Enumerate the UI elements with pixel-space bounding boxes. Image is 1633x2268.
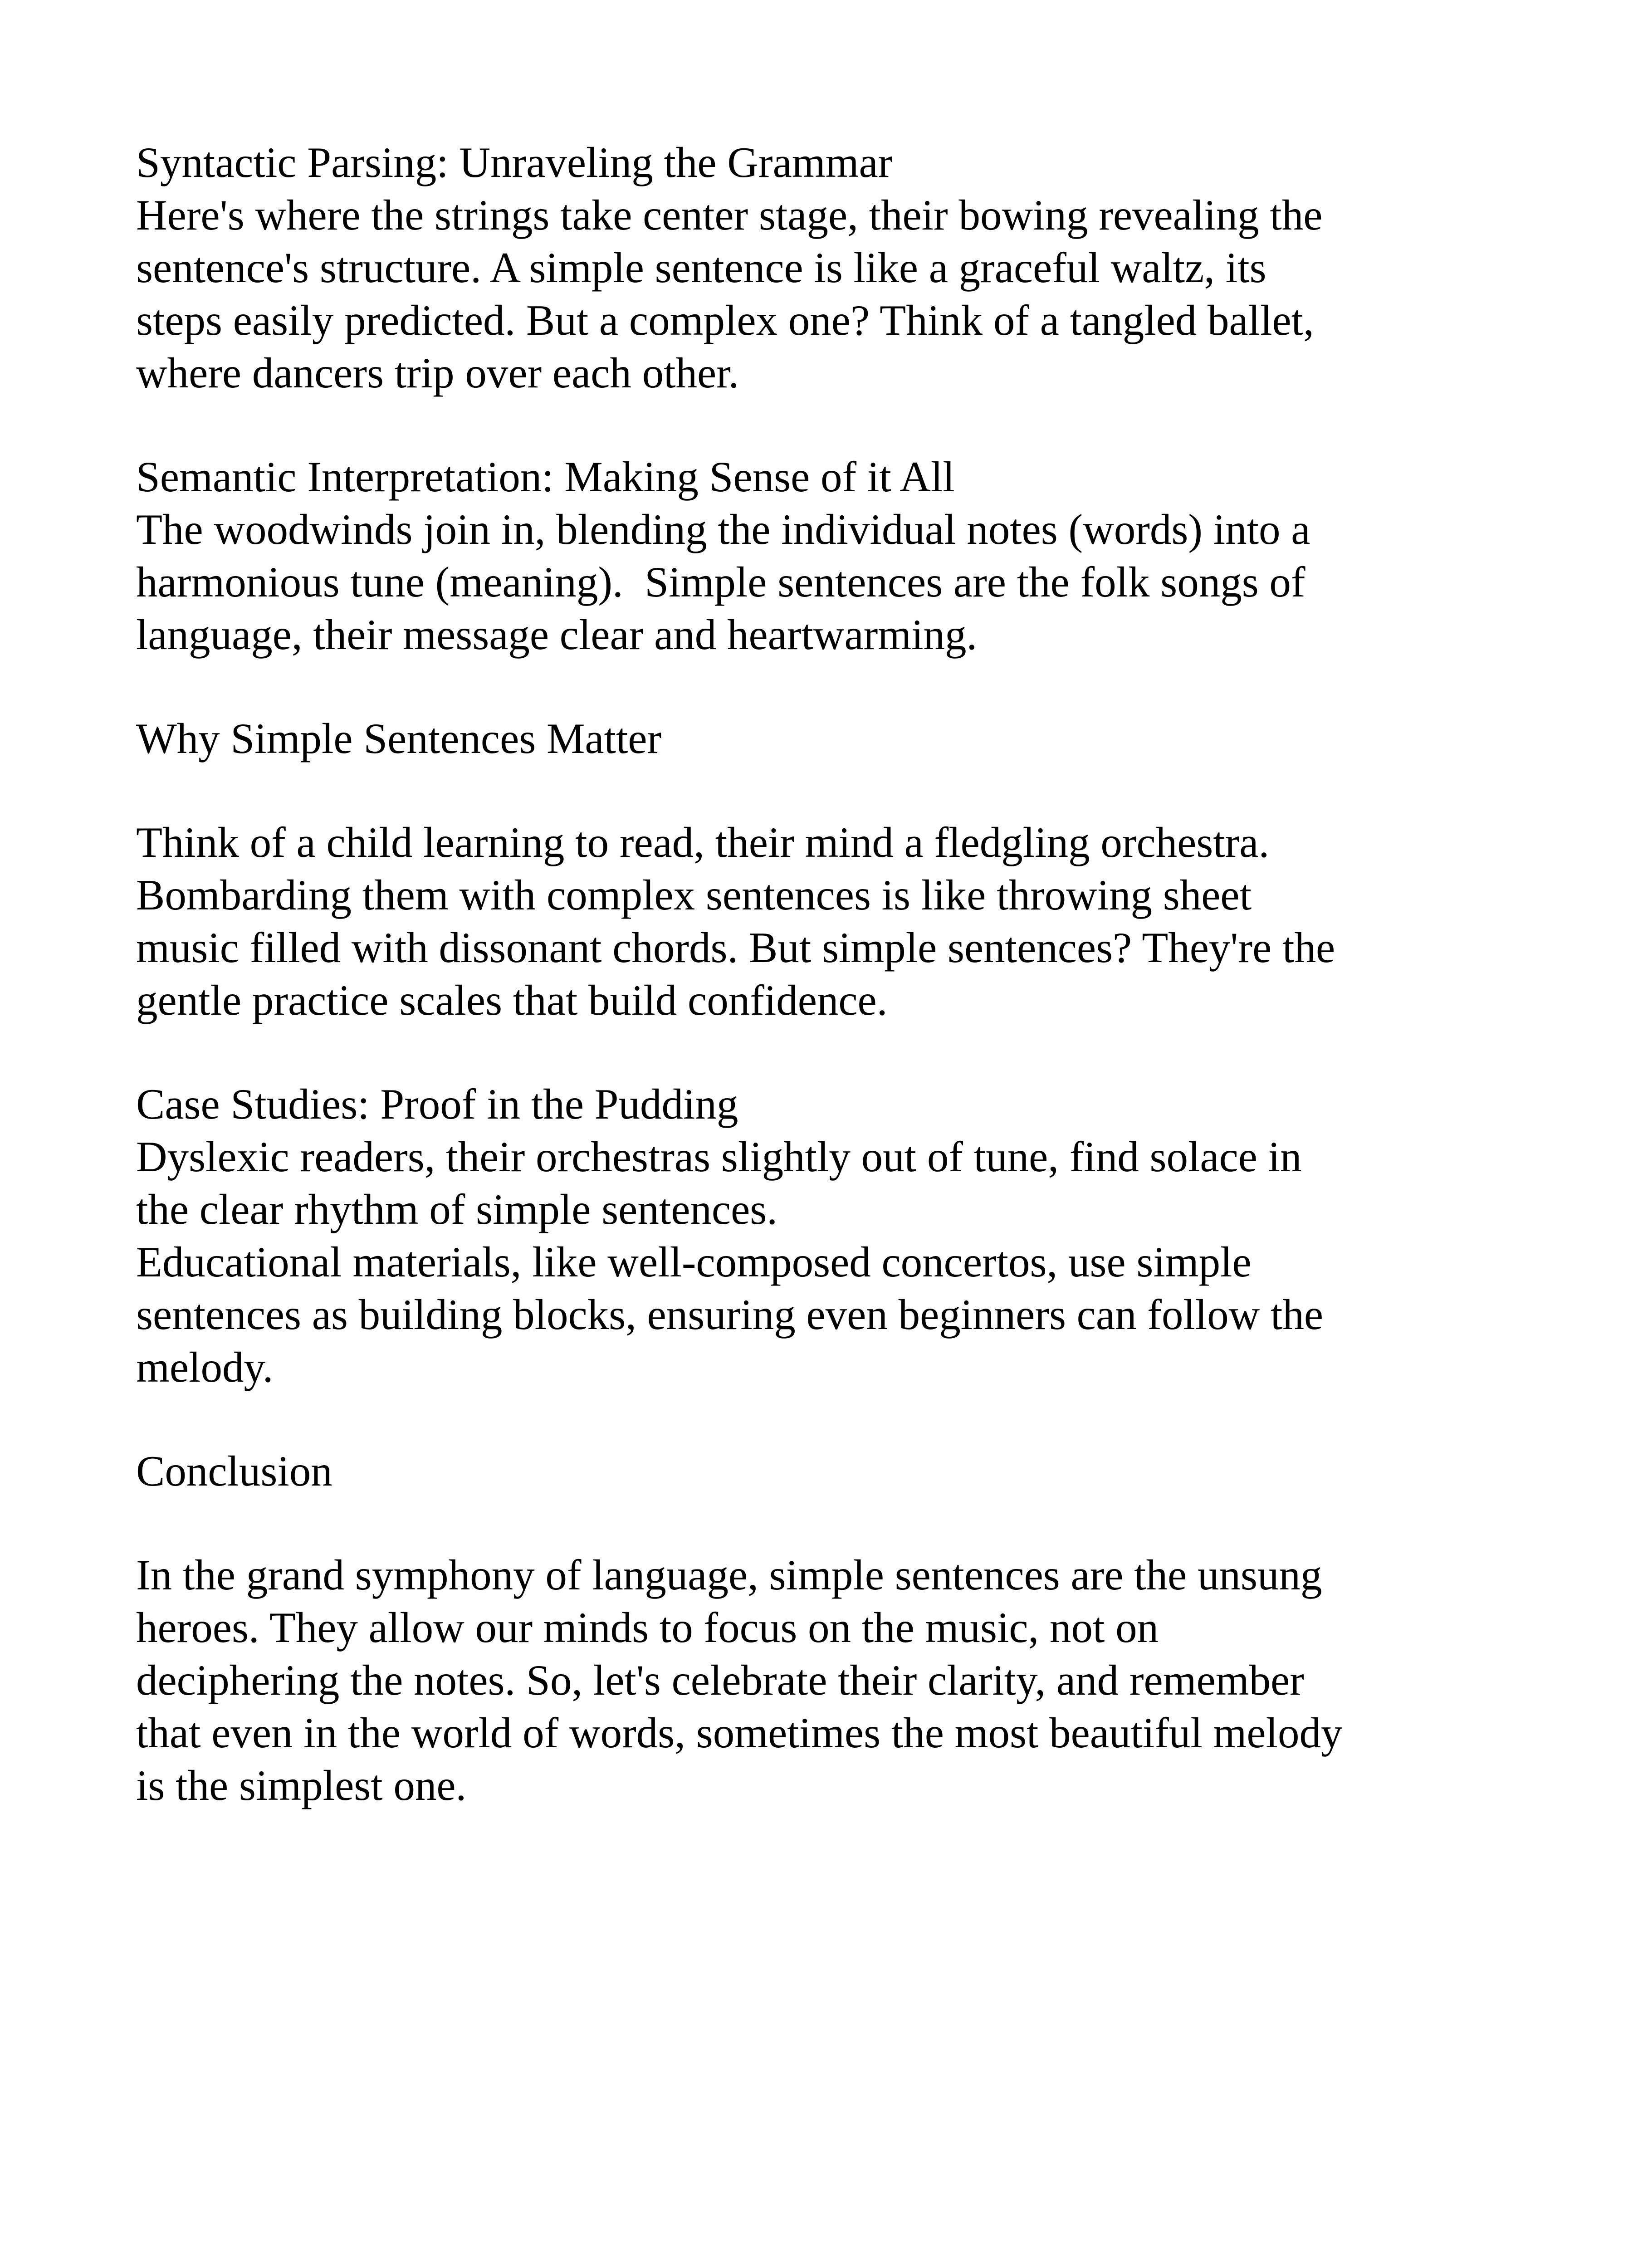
- body-line: Dyslexic readers, their orchestras slightly out of tune, find solace in: [136, 1133, 1302, 1181]
- body-line: that even in the world of words, sometimes the most beautiful melody: [136, 1709, 1343, 1757]
- section-semantic-interpretation: [136, 450, 1429, 661]
- paragraph-gap: [136, 1497, 1429, 1549]
- paragraph-conclusion: [136, 1549, 1429, 1812]
- body-line: language, their message clear and heartwarming.: [136, 611, 978, 659]
- paragraph-gap: [136, 1393, 1429, 1445]
- section-heading: Syntactic Parsing: Unraveling the Grammar: [136, 138, 893, 186]
- body-line: melody.: [136, 1343, 274, 1391]
- body-line: sentences as building blocks, ensuring even beginners can follow the: [136, 1290, 1324, 1339]
- paragraph-gap: [136, 765, 1429, 816]
- section-heading: Semantic Interpretation: Making Sense of it All: [136, 453, 955, 501]
- section-heading: Why Simple Sentences Matter: [136, 714, 662, 763]
- section-syntactic-parsing: [136, 136, 1429, 399]
- section-heading: Conclusion: [136, 1447, 332, 1495]
- body-line: where dancers trip over each other.: [136, 349, 739, 397]
- body-line: Think of a child learning to read, their mind a fledgling orchestra.: [136, 818, 1270, 866]
- paragraph-child-learning: [136, 816, 1429, 1026]
- body-line: heroes. They allow our minds to focus on the music, not on: [136, 1603, 1159, 1652]
- paragraph-gap: [136, 661, 1429, 712]
- body-line: Educational materials, like well-composed concertos, use simple: [136, 1238, 1252, 1286]
- body-line: In the grand symphony of language, simple sentences are the unsung: [136, 1551, 1322, 1599]
- paragraph-gap: [136, 399, 1429, 450]
- body-line: music filled with dissonant chords. But simple sentences? They're the: [136, 924, 1335, 972]
- section-case-studies: [136, 1078, 1429, 1393]
- body-line: harmonious tune (meaning). Simple sentences are the folk songs of: [136, 558, 1305, 606]
- page-content: [136, 136, 1429, 1812]
- paragraph-gap: [136, 1026, 1429, 1078]
- body-line: gentle practice scales that build confidence.: [136, 976, 888, 1024]
- body-line: is the simplest one.: [136, 1761, 467, 1809]
- body-line: The woodwinds join in, blending the individual notes (words) into a: [136, 505, 1310, 553]
- section-heading: Case Studies: Proof in the Pudding: [136, 1080, 738, 1128]
- body-line: steps easily predicted. But a complex one? Think of a tangled ballet,: [136, 296, 1314, 344]
- body-line: Bombarding them with complex sentences is like throwing sheet: [136, 871, 1252, 919]
- section-why-simple-sentences: [136, 712, 1429, 765]
- body-line: Here's where the strings take center stage, their bowing revealing the: [136, 191, 1323, 239]
- body-line: sentence's structure. A simple sentence is like a graceful waltz, its: [136, 244, 1266, 292]
- section-conclusion: [136, 1445, 1429, 1497]
- body-line: the clear rhythm of simple sentences.: [136, 1185, 777, 1233]
- body-line: deciphering the notes. So, let's celebrate their clarity, and remember: [136, 1656, 1304, 1704]
